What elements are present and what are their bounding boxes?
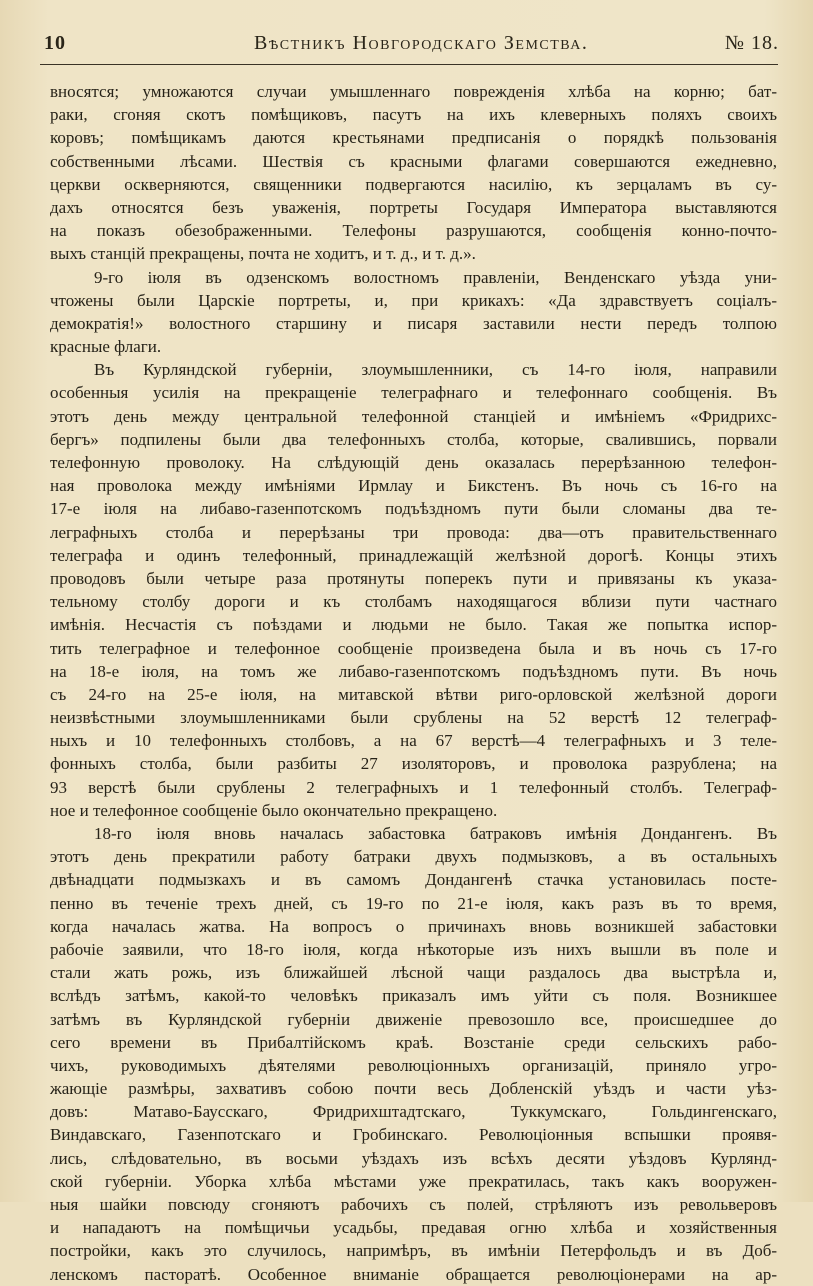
header-rule [40,64,778,65]
text-line: и нападаютъ на помѣщичьи усадьбы, предавая огню хлѣба и хозяйственныя [50,1218,777,1238]
journal-title: Вѣстникъ Новгородскаго Земства. [254,32,589,54]
text-line: двѣнадцати подмызкахъ и въ самомъ Дондангенѣ стачка установилась посте- [50,870,777,890]
text-line: раки, сгоняя скотъ помѣщиковъ, пасутъ на ихъ клеверныхъ поляхъ своихъ [50,105,777,125]
text-line: красные флаги. [50,337,162,357]
text-line: чтожены были Царскіе портреты, и, при крикахъ: «Да здравствуетъ соціалъ- [50,290,777,310]
text-line: тельному столбу дороги и къ столбамъ находящагося вблизи пути частнаго [50,592,777,612]
text-line: когда началась жатва. На вопросъ о причинахъ вновь возникшей забастовки [50,916,777,936]
text-line: 9-го іюля въ одзенскомъ волостномъ правленіи, Венденскаго уѣзда уни- [94,267,777,287]
text-line: выхъ станцій прекращены, почта не ходитъ, и т. д., и т. д.». [50,244,476,264]
text-line: стали жать рожь, изъ ближайшей лѣсной чащи раздалось два выстрѣла и, [50,963,777,983]
text-line: этотъ день между центральной телефонной станціей и имѣніемъ «Фридрихс- [50,406,777,426]
text-line: постройки, какъ это случилось, напримѣръ, въ имѣніи Петерфольдъ и въ Доб- [50,1241,777,1261]
text-line: церкви оскверняются, священники подвергаются насилію, къ зерцаламъ въ су- [50,174,777,194]
text-line: ная проволока между имѣніями Ирмлау и Бикстенъ. Въ ночь съ 16-го на [50,476,777,496]
text-line: имѣнія. Несчастія съ поѣздами и людьми не было. Такая же попытка испор- [50,615,777,635]
text-line: коровъ; помѣщикамъ даются крестьянами предписанія о порядкѣ пользованія [50,128,777,148]
text-line: жающіе размѣры, захвативъ собою почти весь Добленскій уѣздъ и части уѣз- [50,1079,777,1099]
text-line: затѣмъ въ Курляндской губерніи движеніе превозошло все, происшедшее до [50,1009,777,1029]
text-line: ныя шайки повсюду сгоняютъ рабочихъ съ полей, стрѣляютъ изъ револьверовъ [50,1195,777,1214]
text-line: телеграфа и одинъ телефонный, принадлежащій желѣзной дорогѣ. Концы этихъ [50,545,777,565]
page-header [44,28,779,58]
text-line: неизвѣстными злоумышленниками были срублены на 52 верстѣ 12 телеграф- [50,708,777,728]
text-line: вносятся; умножаются случаи умышленнаго поврежденія хлѣба на корню; бат- [50,82,777,101]
text-line: на 18-е іюля, на томъ же либаво-газенпотскомъ подъѣздномъ пути. Въ ночь [50,661,777,681]
text-line: дахъ относятся безъ уваженія, портреты Государя Императора выставляются [50,197,777,217]
text-line: бергъ» подпилены были два телефонныхъ столба, которые, свалившись, порвали [50,429,777,449]
text-line: этотъ день прекратили работу батраки двухъ подмызковъ, а въ остальныхъ [50,847,777,867]
text-line: довъ: Матаво-Баусскаго, Фридрихштадтскаго, Туккумскаго, Гольдингенскаго, [50,1102,777,1122]
text-line: проводовъ были четыре раза протянуты поперекъ пути и привязаны къ указа- [50,568,777,588]
article-body [50,80,777,1286]
text-line: тить телеграфное и телефонное сообщеніе произведена была и въ ночь съ 17-го [50,638,777,658]
text-line: рабочіе заявили, что 18-го іюля, когда нѣкоторые изъ нихъ вышли въ поле и [50,939,777,959]
text-line: Виндавскаго, Газенпотскаго и Гробинскаго. Революціонныя вспышки проявя- [50,1125,777,1145]
text-line: вслѣдъ затѣмъ, какой-то человѣкъ приказалъ имъ уйти съ поля. Возникшее [50,986,777,1006]
text-line: демократія!» волостного старшину и писаря заставили нести передъ толпою [50,313,777,333]
text-line: особенныя усилія на прекращеніе телеграфнаго и телефоннаго сообщенія. Въ [50,383,777,403]
text-line: лись, слѣдовательно, въ восьми уѣздахъ изъ всѣхъ десяти уѣздовъ Курлянд- [50,1148,777,1168]
text-line: ныхъ и 10 телефонныхъ столбовъ, а на 67 верстѣ—4 телеграфныхъ и 3 теле- [50,731,777,751]
text-line: 93 верстѣ были срублены 2 телеграфныхъ и 1 телефонный столбъ. Телеграф- [50,777,777,797]
text-line: Въ Курляндской губерніи, злоумышленники, съ 14-го іюля, направили [94,360,777,380]
text-line: на показъ обезображенными. Телефоны разрушаются, сообщенія конно-почто- [50,221,777,241]
issue-number: № 18. [724,32,779,54]
text-line: ленскомъ пасторатѣ. Особенное вниманіе обращается революціонерами на ар- [50,1264,777,1284]
text-line: леграфныхъ столба и перерѣзаны три провода: два—отъ правительственнаго [50,522,777,542]
text-line: 18-го іюля вновь началась забастовка батраковъ имѣнія Дондангенъ. Въ [94,824,777,843]
text-line: съ 24-го на 25-е іюля, на митавской вѣтви риго-орловской желѣзной дороги [50,684,777,704]
text-line: 17-е іюля на либаво-газенпотскомъ подъѣздномъ пути были сломаны два те- [50,499,777,519]
text-line: ской губерніи. Уборка хлѣба мѣстами уже прекратилась, такъ какъ вооружен- [50,1171,777,1191]
text-line: чихъ, руководимыхъ дѣятелями революціонныхъ организацій, приняло угро- [50,1055,777,1075]
text-line: сего времени въ Прибалтійскомъ краѣ. Возстаніе среди сельскихъ рабо- [50,1032,777,1052]
text-line: фонныхъ столба, были разбиты 27 изоляторовъ, и проволока разрублена; на [50,754,777,774]
text-line: ное и телефонное сообщеніе было окончательно прекращено. [50,800,498,820]
text-line: собственными лѣсами. Шествія съ красными флагами совершаются ежедневно, [50,151,777,171]
text-line: пенно въ теченіе трехъ дней, съ 19-го по 21-е іюля, какъ разъ въ то время, [50,893,777,913]
text-line: телефонную проволоку. На слѣдующій день оказалась перерѣзанною телефон- [50,453,777,472]
page-number: 10 [44,32,66,54]
